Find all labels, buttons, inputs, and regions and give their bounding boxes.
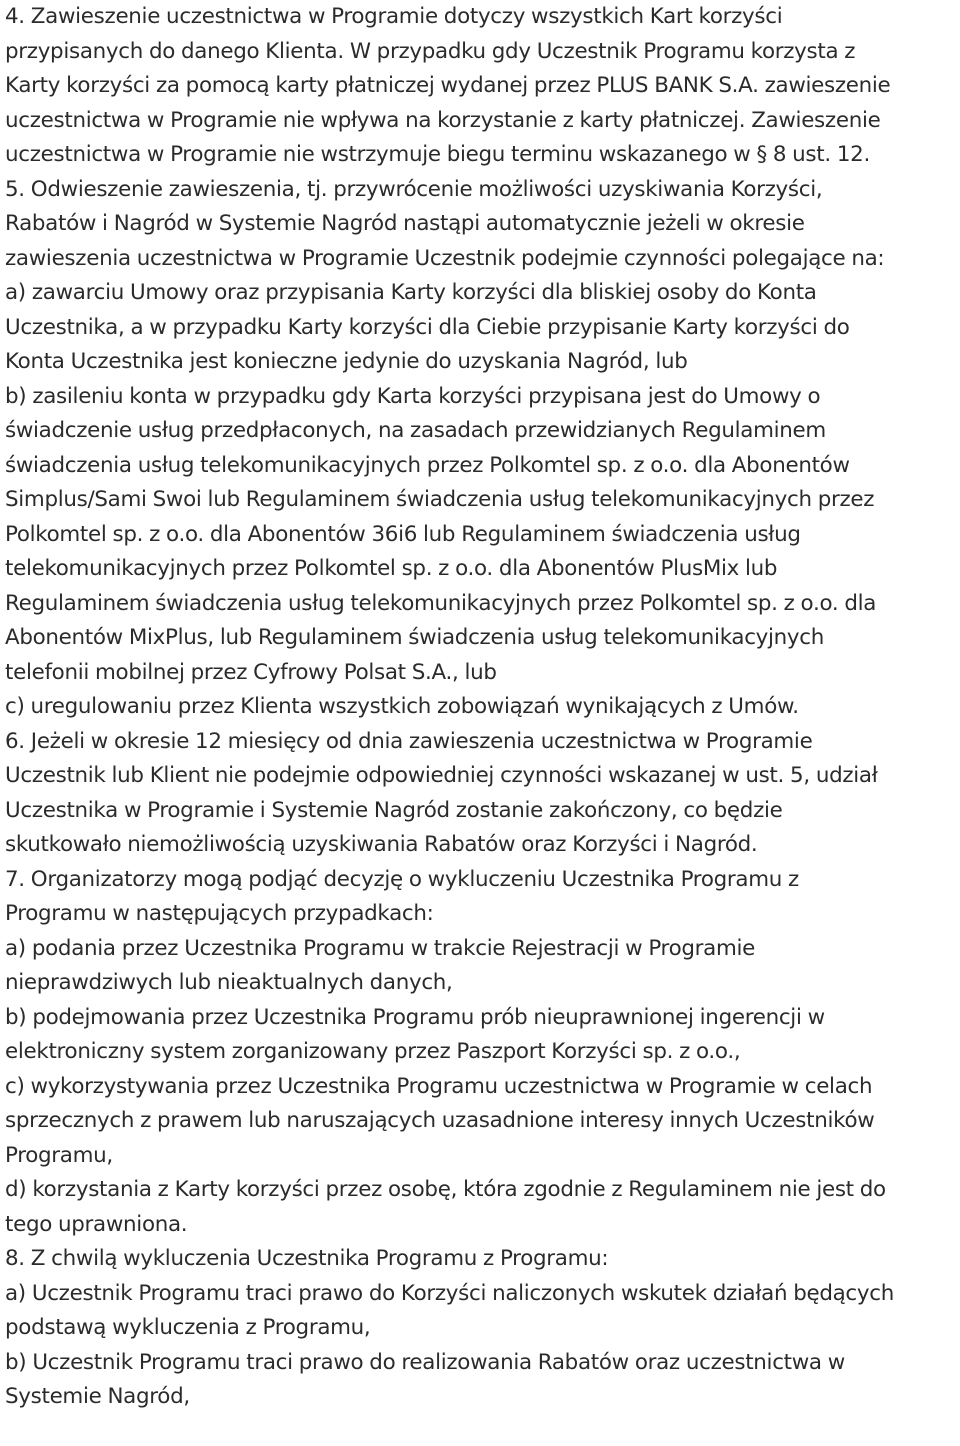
text-line: elektroniczny system zorganizowany przez Paszport Korzyści sp. z o.o., bbox=[5, 1039, 741, 1064]
text-line: Programu, bbox=[5, 1142, 113, 1168]
text-line: 7. Organizatorzy mogą podjąć decyzję o wykluczeniu Uczestnika Programu z bbox=[5, 866, 799, 892]
text-line: zawieszenia uczestnictwa w Programie Uczestnik podejmie czynności polegające na: bbox=[5, 245, 885, 271]
text-line: 4. Zawieszenie uczestnictwa w Programie dotyczy wszystkich Kart korzyści bbox=[5, 4, 783, 29]
text-line: uczestnictwa w Programie nie wpływa na korzystanie z karty płatniczej. Zawieszenie bbox=[5, 107, 881, 133]
text-line: 8. Z chwilą wykluczenia Uczestnika Programu z Programu: bbox=[5, 1246, 609, 1271]
text-line: a) podania przez Uczestnika Programu w trakcie Rejestracji w Programie bbox=[5, 935, 755, 961]
text-line: Uczestnika w Programie i Systemie Nagród zostanie zakończony, co będzie bbox=[5, 797, 783, 823]
text-line: 5. Odwieszenie zawieszenia, tj. przywrócenie możliwości uzyskiwania Korzyści, bbox=[5, 176, 823, 202]
text-line: podstawą wykluczenia z Programu, bbox=[5, 1315, 371, 1340]
text-line: c) wykorzystywania przez Uczestnika Programu uczestnictwa w Programie w celach bbox=[5, 1073, 873, 1099]
text-line: b) zasileniu konta w przypadku gdy Karta korzyści przypisana jest do Umowy o bbox=[5, 383, 821, 409]
text-line: Polkomtel sp. z o.o. dla Abonentów 36i6 lub Regulaminem świadczenia usług bbox=[5, 521, 801, 547]
text-line: Programu w następujących przypadkach: bbox=[5, 901, 434, 926]
text-line: Konta Uczestnika jest konieczne jedynie do uzyskania Nagród, lub bbox=[5, 349, 688, 374]
text-line: świadczenie usług przedpłaconych, na zasadach przewidzianych Regulaminem bbox=[5, 418, 826, 443]
text-line: telekomunikacyjnych przez Polkomtel sp. z o.o. dla Abonentów PlusMix lub bbox=[5, 556, 778, 581]
text-line: a) zawarciu Umowy oraz przypisania Karty korzyści dla bliskiej osoby do Konta bbox=[5, 280, 817, 305]
text-line: nieprawdziwych lub nieaktualnych danych, bbox=[5, 970, 453, 995]
text-line: Regulaminem świadczenia usług telekomunikacyjnych przez Polkomtel sp. z o.o. dla bbox=[5, 590, 877, 616]
text-line: Uczestnik lub Klient nie podejmie odpowiedniej czynności wskazanej w ust. 5, udział bbox=[5, 763, 878, 788]
text-line: uczestnictwa w Programie nie wstrzymuje biegu terminu wskazanego w § 8 ust. 12. bbox=[5, 142, 870, 167]
text-line: tego uprawniona. bbox=[5, 1211, 188, 1237]
text-line: c) uregulowaniu przez Klienta wszystkich zobowiązań wynikających z Umów. bbox=[5, 694, 799, 719]
text-line: d) korzystania z Karty korzyści przez osobę, która zgodnie z Regulaminem nie jest do bbox=[5, 1177, 886, 1202]
text-line: przypisanych do danego Klienta. W przypadku gdy Uczestnik Programu korzysta z bbox=[5, 38, 856, 64]
text-line: b) podejmowania przez Uczestnika Programu prób nieuprawnionej ingerencji w bbox=[5, 1004, 825, 1030]
text-line: Abonentów MixPlus, lub Regulaminem świadczenia usług telekomunikacyjnych bbox=[5, 625, 825, 650]
text-line: Rabatów i Nagród w Systemie Nagród nastąpi automatycznie jeżeli w okresie bbox=[5, 211, 805, 236]
text-line: świadczenia usług telekomunikacyjnych przez Polkomtel sp. z o.o. dla Abonentów bbox=[5, 452, 850, 478]
text-line: 6. Jeżeli w okresie 12 miesięcy od dnia zawieszenia uczestnictwa w Programie bbox=[5, 728, 813, 754]
text-line: telefonii mobilnej przez Cyfrowy Polsat S.A., lub bbox=[5, 659, 497, 685]
text-line: Simplus/Sami Swoi lub Regulaminem świadczenia usług telekomunikacyjnych przez bbox=[5, 487, 875, 512]
text-line: a) Uczestnik Programu traci prawo do Korzyści naliczonych wskutek działań będących bbox=[5, 1280, 894, 1306]
text-line: Systemie Nagród, bbox=[5, 1384, 190, 1409]
text-line: Uczestnika, a w przypadku Karty korzyści dla Ciebie przypisanie Karty korzyści do bbox=[5, 314, 850, 340]
text-line: skutkowało niemożliwością uzyskiwania Rabatów oraz Korzyści i Nagród. bbox=[5, 832, 758, 857]
text-line: Karty korzyści za pomocą karty płatniczej wydanej przez PLUS BANK S.A. zawieszenie bbox=[5, 73, 891, 98]
text-line: b) Uczestnik Programu traci prawo do realizowania Rabatów oraz uczestnictwa w bbox=[5, 1349, 845, 1375]
text-line: sprzecznych z prawem lub naruszających uzasadnione interesy innych Uczestników bbox=[5, 1108, 875, 1133]
